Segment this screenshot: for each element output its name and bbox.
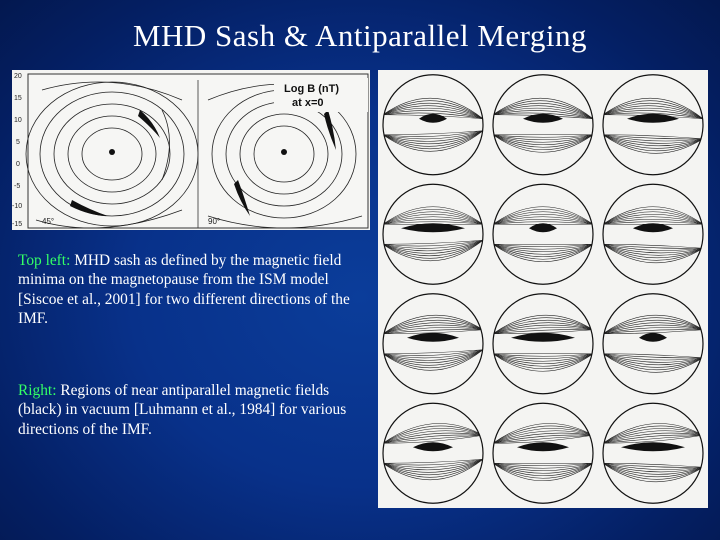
mhd-sash-plot xyxy=(12,70,370,230)
y-tick: -15 xyxy=(12,221,23,228)
caption-text: Regions of near antiparallel magnetic fields (black) in vacuum [Luhmann et al., 1984] for various directions of the IMF. xyxy=(18,382,347,438)
field-diagram xyxy=(493,403,593,503)
slide-title: MHD Sash & Antiparallel Merging xyxy=(132,18,588,53)
field-diagram xyxy=(383,294,483,394)
field-diagram xyxy=(493,294,593,394)
y-tick: 5 xyxy=(16,139,20,146)
legend-title: Log B (nT) xyxy=(284,83,339,95)
field-diagram xyxy=(603,403,703,503)
antiparallel-figure xyxy=(378,70,708,508)
angle-label-45: 45° xyxy=(42,217,55,226)
caption-top-left xyxy=(18,251,370,328)
y-tick: 15 xyxy=(14,95,22,102)
y-tick: 10 xyxy=(14,117,22,124)
caption-label: Top left: xyxy=(18,252,71,269)
antiparallel-grid xyxy=(378,70,708,508)
legend-subtitle: at x=0 xyxy=(292,97,324,109)
field-diagram xyxy=(493,75,593,175)
mhd-sash-figure xyxy=(12,70,370,230)
field-diagram xyxy=(603,294,703,394)
y-tick: -5 xyxy=(14,183,21,190)
field-diagram xyxy=(383,75,483,175)
field-diagram xyxy=(383,184,483,284)
y-tick: 0 xyxy=(16,161,20,168)
angle-label-90: 90° xyxy=(208,217,221,226)
y-tick: 20 xyxy=(14,73,22,80)
field-diagram xyxy=(603,75,703,175)
y-tick: -10 xyxy=(12,203,23,210)
caption-text: MHD sash as defined by the magnetic field minima on the magnetopause from the ISM model [Siscoe et al., 2001] for two different directions of the IMF. xyxy=(18,252,350,327)
caption-label: Right: xyxy=(18,382,57,399)
field-diagram xyxy=(493,184,593,284)
field-diagram xyxy=(383,403,483,503)
field-diagram xyxy=(603,184,703,284)
caption-right xyxy=(18,381,370,439)
